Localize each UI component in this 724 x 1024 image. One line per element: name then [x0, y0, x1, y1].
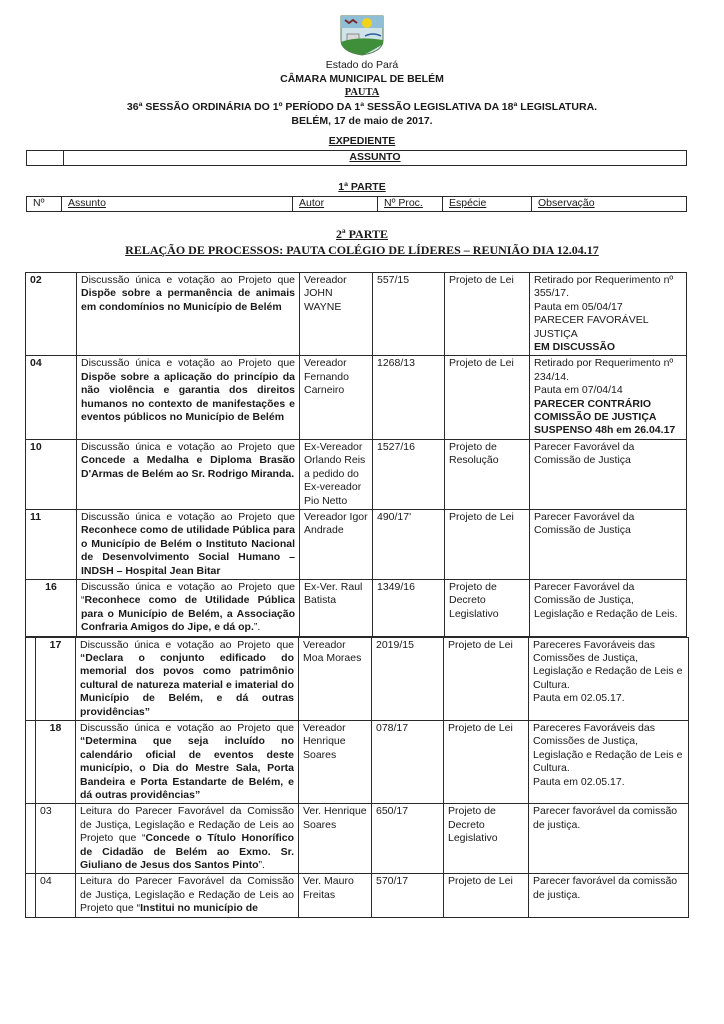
type-text: Projeto de Decreto Legislativo: [448, 805, 498, 845]
subject-intro: Discussão única e votação ao Projeto que “: [81, 580, 295, 607]
row-number-text: 11: [30, 510, 42, 523]
subject-bold: Dispõe sobre a permanência de animais em condomínios no Município de Belém: [81, 287, 295, 313]
row-author: [299, 804, 372, 874]
type-text: Projeto de Resolução: [449, 440, 499, 467]
observation-text: Parecer favorável da comissão de justiça.: [533, 805, 678, 831]
part1-col-obs: Observação: [532, 197, 687, 212]
part2-title: 2ª PARTE: [336, 227, 388, 241]
author-text: Vereador Igor Andrade: [304, 510, 368, 537]
part1-table: [26, 196, 687, 212]
row-observation: [529, 804, 689, 874]
row-subject: [77, 273, 300, 356]
table-row: [26, 579, 687, 636]
proc-number-text: 490/17': [377, 510, 412, 523]
row-author: [300, 439, 373, 509]
row-number-text: 03: [40, 805, 52, 818]
row-number: [36, 874, 76, 917]
row-proc-number: [372, 721, 444, 804]
expediente-blank-cell: [27, 151, 64, 166]
type-text: Projeto de Decreto Legislativo: [449, 580, 499, 620]
row-subject: [76, 804, 299, 874]
doc-type-title: PAUTA: [344, 87, 380, 98]
subject-intro: Discussão única e votação ao Projeto que: [81, 440, 295, 453]
observation-text: Retirado por Requerimento nº 355/17. Pauta em 05/04/17 PARECER FAVORÁVEL JUSTIÇA: [534, 274, 674, 340]
observation-text: Pareceres Favoráveis das Comissões de Justiça, Legislação e Redação de Leis e Cultura. Pauta em 02.05.17.: [533, 722, 683, 788]
observation-text: Parecer Favorável da Comissão de Justiça: [534, 440, 635, 467]
row-subject: [77, 356, 300, 439]
part1-col-proc: Nº Proc.: [378, 197, 443, 212]
row-number-text: 17: [49, 638, 62, 651]
part1-col-num: Nº: [27, 197, 62, 212]
row-author: [300, 509, 373, 579]
session-title: 36ª SESSÃO ORDINÁRIA DO 1º PERÍODO DA 1ª SESSÃO LEGISLATIVA DA 18ª LEGISLATURA.: [126, 101, 598, 113]
row-number-text: 16: [45, 580, 57, 593]
row-type: [444, 804, 529, 874]
part1-col-author: Autor: [293, 197, 378, 212]
row-type: [445, 356, 530, 439]
expediente-table: [26, 150, 687, 166]
row-number-text: 04: [30, 357, 42, 370]
row-margin-cell: [26, 637, 36, 720]
type-text: Projeto de Lei: [449, 510, 514, 523]
row-number-text: 18: [49, 722, 62, 734]
proc-number-text: 570/17: [376, 875, 409, 888]
crest-container: [0, 14, 724, 58]
subject-intro: Discussão única e votação ao Projeto que: [81, 274, 295, 286]
row-author: [300, 273, 373, 356]
subject-intro: Discussão única e votação ao Projeto que: [81, 357, 295, 370]
row-proc-number: [373, 273, 445, 356]
row-number-text: 04: [40, 875, 52, 888]
row-observation: [529, 637, 689, 720]
subject-tail: ”.: [253, 621, 261, 634]
part1-title: 1ª PARTE: [338, 181, 386, 193]
row-type: [445, 439, 530, 509]
row-number-text: 02: [30, 274, 42, 286]
city-crest-icon: [337, 14, 387, 56]
row-type: [444, 874, 529, 917]
state-label: Estado do Pará: [325, 59, 399, 71]
observation-status: PARECER CONTRÁRIO COMISSÃO DE JUSTIÇA SUSPENSO 48h em 26.04.17: [534, 397, 676, 437]
subject-bold: Concede a Medalha e Diploma Brasão D'Armas de Belém ao Sr. Rodrigo Miranda.: [81, 454, 295, 480]
observation-text: Parecer Favorável da Comissão de Justiça: [534, 510, 635, 537]
table-row: [26, 273, 687, 356]
row-number: [26, 579, 77, 636]
row-number: [26, 439, 77, 509]
row-subject: [77, 509, 300, 579]
subject-tail: ”.: [258, 859, 265, 872]
row-observation: [530, 579, 687, 636]
part2-subtitle: RELAÇÃO DE PROCESSOS: PAUTA COLÉGIO DE LÍDERES – REUNIÃO DIA 12.04.17: [125, 243, 599, 257]
row-type: [445, 579, 530, 636]
part1-col-type: Espécie: [443, 197, 532, 212]
table-row: [26, 804, 689, 874]
subject-intro: Leitura do Parecer Favorável da Comissão de Justiça, Legislação e Redação de Leis ao Projeto que “: [80, 875, 294, 915]
proc-number-text: 2019/15: [376, 638, 414, 651]
row-proc-number: [373, 509, 445, 579]
row-observation: [529, 874, 689, 917]
row-subject: [76, 874, 299, 917]
author-text: Vereador Moa Moraes: [303, 638, 362, 664]
proc-number-text: 1527/16: [377, 440, 415, 453]
table-row: [26, 721, 689, 804]
observation-status: EM DISCUSSÃO: [534, 341, 616, 354]
row-subject: [76, 637, 299, 720]
observation-text: Retirado por Requerimento nº 234/14. Pauta em 07/04/14: [534, 357, 674, 397]
row-proc-number: [373, 356, 445, 439]
table-row: [26, 874, 689, 917]
author-text: Ex-Ver. Raul Batista: [304, 580, 363, 607]
row-observation: [530, 509, 687, 579]
author-text: Ver. Henrique Soares: [303, 805, 367, 831]
table-row: [26, 509, 687, 579]
row-number: [36, 637, 76, 720]
row-proc-number: [373, 579, 445, 636]
subject-bold: “Declara o conjunto edificado do memorial dos povos como patrimônio cultural de natureza material e imaterial do Município de Belém, e dá outras providências”: [80, 651, 294, 718]
row-observation: [529, 721, 689, 804]
row-author: [299, 874, 372, 917]
subject-bold: Institui no município de: [140, 902, 258, 915]
row-proc-number: [372, 637, 444, 720]
author-text: Ver. Mauro Freitas: [303, 875, 354, 901]
expediente-title: EXPEDIENTE: [328, 135, 396, 147]
type-text: Projeto de Lei: [449, 274, 514, 286]
author-text: Ex-Vereador Orlando Reis a pedido do Ex-vereador Pio Netto: [304, 440, 366, 507]
row-subject: [77, 439, 300, 509]
row-author: [299, 721, 372, 804]
row-number: [26, 356, 77, 439]
row-type: [444, 721, 529, 804]
subject-intro: Discussão única e votação ao Projeto que: [80, 722, 294, 734]
row-margin-cell: [26, 874, 36, 917]
row-author: [299, 637, 372, 720]
process-table-lower: [25, 637, 689, 918]
type-text: Projeto de Lei: [448, 638, 513, 651]
author-text: Vereador Henrique Soares: [303, 722, 346, 761]
row-author: [300, 356, 373, 439]
row-number: [36, 721, 76, 804]
proc-number-text: 650/17: [376, 805, 409, 818]
observation-text: Parecer Favorável da Comissão de Justiça, Legislação e Redação de Leis.: [534, 580, 678, 620]
part1-col-subject: Assunto: [62, 197, 293, 212]
proc-number-text: 1268/13: [377, 357, 415, 370]
row-number: [36, 804, 76, 874]
author-text: Vereador JOHN WAYNE: [304, 274, 347, 313]
proc-number-text: 557/15: [377, 274, 410, 286]
subject-bold: “Determina que seja incluído no calendário oficial de eventos deste município, o Dia do Mestre Sala, Porta Bandeira e Porta Estandarte de Belém, e dá outras providências”: [80, 735, 294, 802]
type-text: Projeto de Lei: [448, 722, 513, 734]
type-text: Projeto de Lei: [449, 357, 514, 370]
subject-bold: Dispõe sobre a aplicação do princípio da não violência e garantia dos direitos humanos no contexto de manifestações e eventos públicos no Município de Belém: [81, 370, 295, 424]
subject-bold: Concede o Título Honorífico de Cidadão de Belém ao Exmo. Sr. Giuliano de Jesus dos Santos Pinto: [80, 832, 294, 872]
subject-bold: Reconhece como de Utilidade Pública para o Município de Belém, a Associação Confraria Amigos do Jipe, e dá op.: [81, 594, 295, 634]
subject-bold: Reconhece como de utilidade Pública para o Município de Belém o Instituto Nacional de Desenvolvimento Social Humano – INDSH – Hospital Jean Bitar: [81, 524, 295, 577]
row-type: [445, 273, 530, 356]
row-author: [300, 579, 373, 636]
row-number: [26, 273, 77, 356]
row-number: [26, 509, 77, 579]
subject-intro: Leitura do Parecer Favorável da Comissão de Justiça, Legislação e Redação de Leis ao Projeto que “: [80, 805, 294, 845]
session-date: BELÉM, 17 de maio de 2017.: [291, 115, 433, 127]
author-text: Vereador Fernando Carneiro: [304, 357, 349, 397]
row-type: [444, 637, 529, 720]
proc-number-text: 1349/16: [377, 580, 415, 593]
observation-text: Parecer favorável da comissão de justiça.: [533, 875, 678, 901]
row-observation: [530, 356, 687, 439]
chamber-name: CÂMARA MUNICIPAL DE BELÉM: [280, 73, 444, 85]
row-observation: [530, 439, 687, 509]
type-text: Projeto de Lei: [448, 875, 513, 888]
row-proc-number: [372, 804, 444, 874]
row-observation: [530, 273, 687, 356]
row-subject: [76, 721, 299, 804]
table-row: [26, 637, 689, 720]
row-proc-number: [373, 439, 445, 509]
row-margin-cell: [26, 804, 36, 874]
row-type: [445, 509, 530, 579]
observation-text: Pareceres Favoráveis das Comissões de Justiça, Legislação e Redação de Leis e Cultura. Pauta em 02.05.17.: [533, 638, 683, 705]
row-margin-cell: [26, 721, 36, 804]
row-proc-number: [372, 874, 444, 917]
table-row: [26, 356, 687, 439]
row-number-text: 10: [30, 440, 42, 453]
assunto-header: ASSUNTO: [64, 151, 687, 166]
proc-number-text: 078/17: [376, 722, 409, 734]
subject-intro: Discussão única e votação ao Projeto que: [80, 638, 294, 651]
row-subject: [77, 579, 300, 636]
subject-intro: Discussão única e votação ao Projeto que: [81, 510, 295, 523]
table-row: [26, 439, 687, 509]
process-table-upper: [25, 272, 687, 637]
